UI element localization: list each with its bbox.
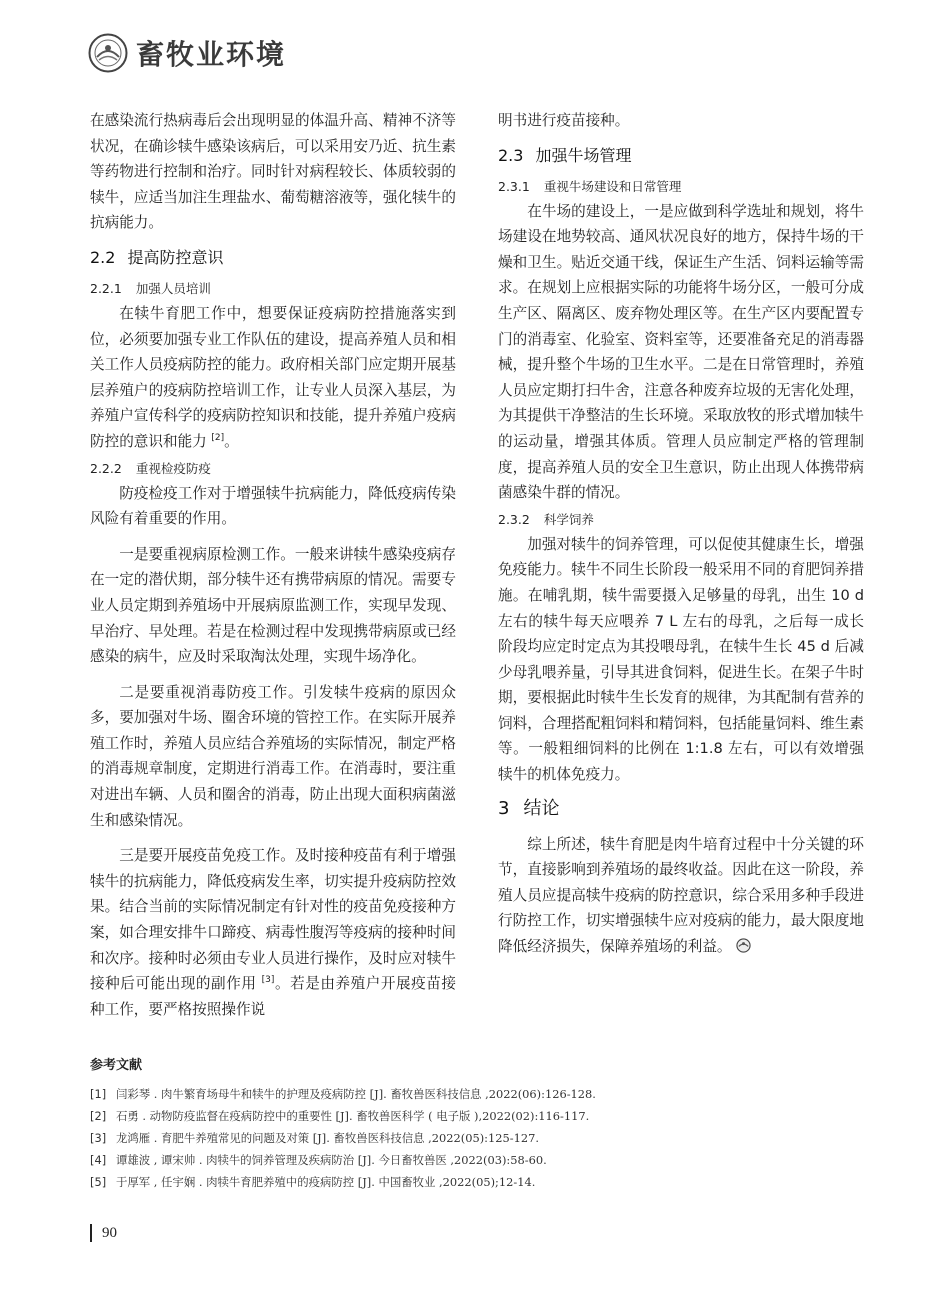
end-mark-icon — [736, 938, 751, 953]
paragraph: 防疫检疫工作对于增强犊牛抗病能力，降低疫病传染风险有着重要的作用。 — [90, 484, 456, 528]
reference-item — [90, 1083, 870, 1105]
journal-name: 畜牧业环境 — [136, 38, 287, 71]
section-number: 2.2 — [90, 247, 116, 267]
page-number-bar — [90, 1224, 92, 1242]
reference-index: [4] — [90, 1153, 107, 1167]
subsection-number: 2.3.1 — [498, 178, 530, 194]
page-number — [90, 1224, 117, 1242]
section-heading-2-2 — [90, 245, 456, 271]
journal-seal-icon — [88, 33, 128, 73]
reference-text: 谭雄波 , 谭宋帅 . 肉犊牛的饲养管理及疾病防治 [J]. 今日畜牧兽医 ,2022(03):58-60. — [116, 1153, 547, 1167]
subsection-number: 2.3.2 — [498, 511, 530, 527]
section-number: 3 — [498, 797, 510, 819]
paragraph-2-2-2d — [90, 843, 456, 1022]
subsection-number: 2.2.2 — [90, 460, 122, 476]
conclusion-paragraph — [498, 832, 864, 960]
section-number: 2.3 — [498, 145, 524, 165]
reference-item — [90, 1171, 870, 1193]
reference-index: [3] — [90, 1131, 107, 1145]
reference-index: [1] — [90, 1087, 107, 1101]
section-title: 结论 — [523, 797, 560, 819]
paragraph: 二是要重视消毒防疫工作。引发犊牛疫病的原因众多，要加强对牛场、圈舍环境的管控工作。在实际开展养殖工作时，养殖人员应结合养殖场的实际情况，制定严格的消毒规章制度，定期进行消毒工作。在消毒时，要注重对进出车辆、人员和圈舍的消毒，防止出现大面积病菌滋生和感染情况。 — [90, 683, 456, 829]
subsection-heading-2-3-2 — [498, 508, 864, 532]
paragraph: 在牛场的建设上，一是应做到科学选址和规划，将牛场建设在地势较高、通风状况良好的地方，保持牛场的干燥和卫生。贴近交通干线，保证生产生活、饲料运输等需求。在规划上应根据实际的功能将牛场分区，一般可分成生产区、隔离区、废弃物处理区等。在生产区内要配置专门的消毒室、化验室、资料室等，还要准备充足的消毒器械，提升整个牛场的卫生水平。二是在日常管理时，养殖人员应定期打扫牛舍，注意各种废弃垃圾的无害化处理，为其提供干净整洁的生长环境。采取放牧的形式增加犊牛的运动量，增强其体质。管理人员应制定严格的管理制度，提高养殖人员的安全卫生意识，防止出现人体携带病菌感染牛群的情况。 — [498, 202, 864, 502]
reference-text: 于厚军 , 任宇娴 . 肉犊牛育肥养殖中的疫病防控 [J]. 中国畜牧业 ,2022(05);12-14. — [116, 1175, 536, 1189]
section-title: 提高防控意识 — [127, 247, 224, 267]
reference-index: [2] — [90, 1109, 107, 1123]
reference-index: [5] — [90, 1175, 107, 1189]
paragraph-2-2-1: 在犊牛育肥工作中，想要保证疫病防控措施落实到位，必须要加强专业工作队伍的建设，提高养殖人员和相关工作人员疫病防控的能力。政府相关部门应定期开展基层养殖户的疫病防控培训工作，让专业人员深入基层，为养殖户宣传科学的疫病防控知识和技能，提升养殖户疫病防控的意识和能力 [2]。 — [90, 304, 456, 450]
section-heading-3 — [498, 796, 864, 822]
references-title: 参考文献 — [90, 1058, 143, 1073]
subsection-heading-2-3-1 — [498, 175, 864, 199]
journal-masthead — [88, 32, 286, 74]
paragraph: 在感染流行热病毒后会出现明显的体温升高、精神不济等状况，在确诊犊牛感染该病后，可以采用安乃近、抗生素等药物进行控制和治疗。同时针对病程较长、体质较弱的犊牛，应适当加注生理盐水、葡萄糖溶液等，强化犊牛的抗病能力。 — [90, 112, 456, 232]
right-column — [498, 108, 864, 960]
reference-text: 龙鸿雁 . 育肥牛养殖常见的问题及对策 [J]. 畜牧兽医科技信息 ,2022(05):125-127. — [116, 1131, 539, 1145]
citation: [3] — [261, 975, 275, 986]
paragraph: 明书进行疫苗接种。 — [498, 112, 630, 129]
reference-item — [90, 1149, 870, 1171]
reference-item — [90, 1105, 870, 1127]
section-title: 加强牛场管理 — [535, 145, 632, 165]
page-number-text: 90 — [102, 1224, 117, 1241]
references-section — [90, 1054, 870, 1193]
paragraph-text-end: 。若是由养殖户开展疫苗接种工作，要严格按照操作说 — [90, 975, 456, 1018]
subsection-title: 科学饲养 — [543, 511, 594, 527]
paragraph-text: 在犊牛育肥工作中，想要保证疫病防控措施落实到位，必须要加强专业工作队伍的建设，提高养殖人员和相关工作人员疫病防控的能力。政府相关部门应定期开展基层养殖户的疫病防控培训工作，让专业人员深入基层，为养殖户宣传科学的疫病防控知识和技能，提升养殖户疫病防控的意识和能力 — [90, 304, 456, 450]
paragraph-text: 综上所述，犊牛育肥是肉牛培育过程中十分关键的环节，直接影响到养殖场的最终收益。因此在这一阶段，养殖人员应提高犊牛疫病的防控意识，综合采用多种手段进行防控工作，切实增强犊牛应对疫病的能力，最大限度地降低经济损失，保障养殖场的利益。 — [498, 835, 864, 956]
reference-item — [90, 1127, 870, 1149]
subsection-number: 2.2.1 — [90, 280, 122, 296]
subsection-heading-2-2-2 — [90, 457, 456, 481]
reference-text: 闫彩琴 . 肉牛繁育场母牛和犊牛的护理及疫病防控 [J]. 畜牧兽医科技信息 ,2022(06):126-128. — [116, 1087, 596, 1101]
subsection-title: 重视检疫防疫 — [135, 460, 211, 476]
paragraph: 一是要重视病原检测工作。一般来讲犊牛感染疫病存在一定的潜伏期，部分犊牛还有携带病原的情况。需要专业人员定期到养殖场中开展病原监测工作，实现早发现、早治疗、早处理。若是在检测过程中发现携带病原或已经感染的病牛，应及时采取淘汰处理，实现牛场净化。 — [90, 545, 456, 666]
citation: [2] — [211, 432, 225, 443]
subsection-title: 重视牛场建设和日常管理 — [543, 178, 682, 194]
reference-text: 石勇 . 动物防疫监督在疫病防控中的重要性 [J]. 畜牧兽医科学 ( 电子版 ),2022(02):116-117. — [116, 1109, 590, 1123]
subsection-heading-2-2-1 — [90, 277, 456, 301]
section-heading-2-3 — [498, 143, 864, 169]
paragraph-text: 三是要开展疫苗免疫工作。及时接种疫苗有利于增强犊牛的抗病能力，降低疫病发生率，切实提升疫病防控效果。结合当前的实际情况制定有针对性的疫苗免疫接种方案，如合理安排牛口蹄疫、病毒性腹泻等疫病的接种时间和次序。接种时必须由专业人员进行操作，及时应对犊牛接种后可能出现的副作用 — [90, 847, 456, 993]
left-column — [90, 108, 456, 1022]
subsection-title: 加强人员培训 — [135, 280, 211, 296]
paragraph: 加强对犊牛的饲养管理，可以促使其健康生长，增强免疫能力。犊牛不同生长阶段一般采用不同的育肥饲养措施。在哺乳期，犊牛需要摄入足够量的母乳，出生 10 d 左右的犊牛每天应喂养 7 L 左右的母乳，之后每一成长阶段均应定时定点为其投喂母乳，在犊牛生长 45 d 后减少母乳喂养量，引导其进食饲料，促进生长。在架子牛时期，要根据此时犊牛生长发育的规律，为其配制有营养的饲料，合理搭配粗饲料和精饲料，包括能量饲料、维生素等。一般粗细饲料的比例在 1:1.8 左右，可以有效增强犊牛的机体免疫力。 — [498, 535, 864, 784]
